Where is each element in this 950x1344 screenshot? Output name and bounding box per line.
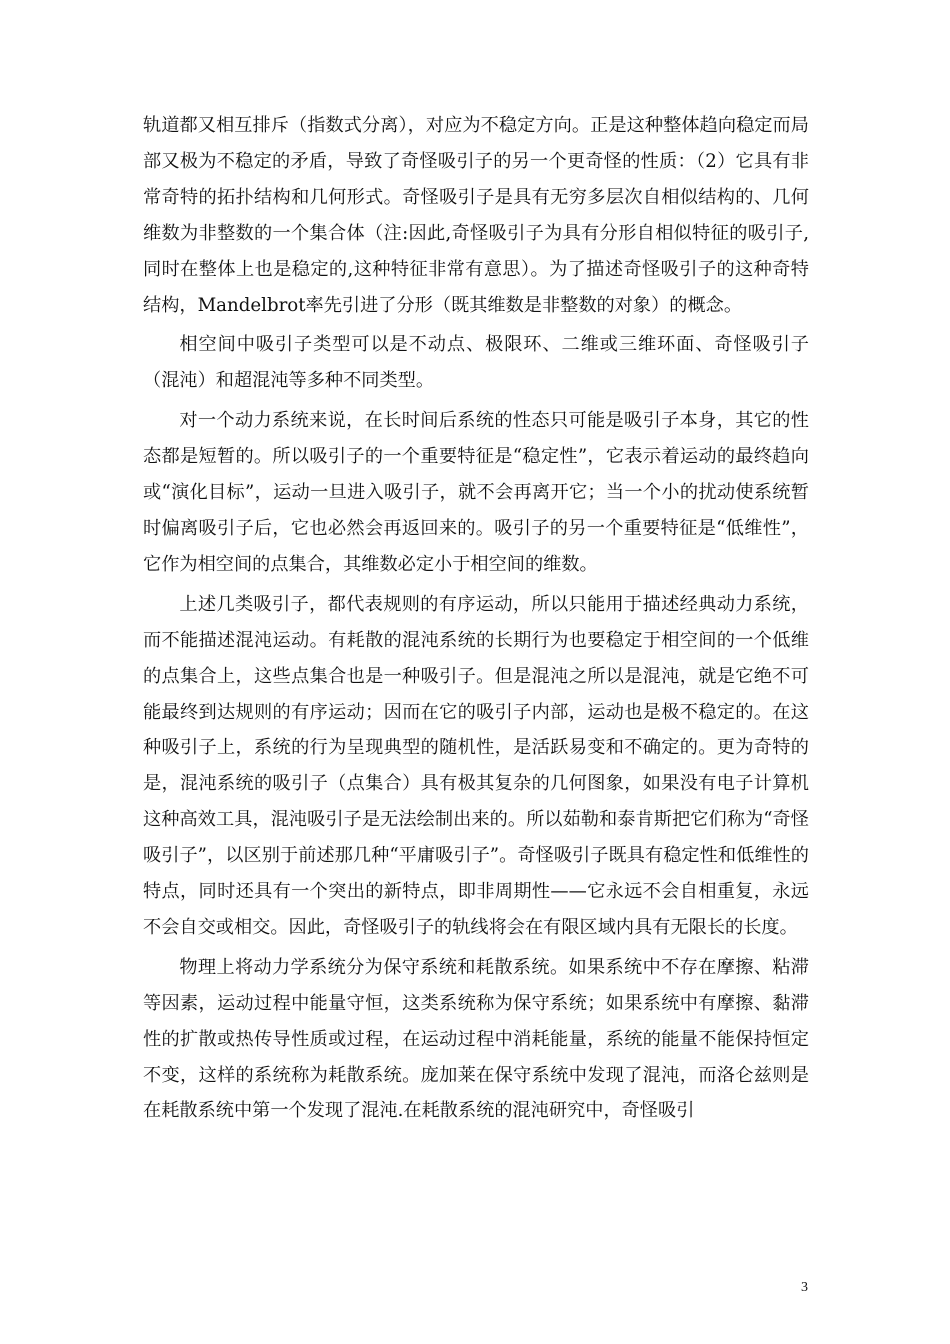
page-number: 3: [801, 1280, 808, 1295]
paragraph-2: 相空间中吸引子类型可以是不动点、极限环、二维或三维环面、奇怪吸引子（混沌）和超混沌等多种不同类型。: [143, 334, 809, 392]
body-text: [143, 108, 809, 1133]
paragraph-1: 轨道都又相互排斥（指数式分离），对应为不稳定方向。正是这种整体趋向稳定而局部又极为不稳定的矛盾，导致了奇怪吸引子的另一个更奇怪的性质：（2）它具有非常奇特的拓扑结构和几何形式。奇怪吸引子是具有无穷多层次自相似结构的、几何维数为非整数的一个集合体（注:因此,奇怪吸引子为具有分形自相似特征的吸引子,同时在整体上也是稳定的,这种特征非常有意思）。为了描述奇怪吸引子的这种奇特结构，Mandelbrot率先引进了分形（既其维数是非整数的对象）的概念。: [143, 115, 809, 316]
paragraph-4: 上述几类吸引子，都代表规则的有序运动，所以只能用于描述经典动力系统，而不能描述混沌运动。有耗散的混沌系统的长期行为也要稳定于相空间的一个低维的点集合上，这些点集合也是一种吸引子。但是混沌之所以是混沌，就是它绝不可能最终到达规则的有序运动；因而在它的吸引子内部，运动也是极不稳定的。在这种吸引子上，系统的行为呈现典型的随机性，是活跃易变和不确定的。更为奇特的是，混沌系统的吸引子（点集合）具有极其复杂的几何图象，如果没有电子计算机这种高效工具，混沌吸引子是无法绘制出来的。所以茹勒和泰肯斯把它们称为“奇怪吸引子”，以区别于前述那几种“平庸吸引子”。奇怪吸引子既具有稳定性和低维性的特点，同时还具有一个突出的新特点，即非周期性——它永远不会自相重复，永远不会自交或相交。因此，奇怪吸引子的轨线将会在有限区域内具有无限长的长度。: [143, 593, 809, 938]
paragraph-3: 对一个动力系统来说，在长时间后系统的性态只可能是吸引子本身，其它的性态都是短暂的。所以吸引子的一个重要特征是“稳定性”，它表示着运动的最终趋向或“演化目标”，运动一旦进入吸引子，就不会再离开它；当一个小的扰动使系统暂时偏离吸引子后，它也必然会再返回来的。吸引子的另一个重要特征是“低维性”，它作为相空间的点集合，其维数必定小于相空间的维数。: [143, 410, 809, 575]
paragraph-5: 物理上将动力学系统分为保守系统和耗散系统。如果系统中不存在摩擦、粘滞等因素，运动过程中能量守恒，这类系统称为保守系统；如果系统中有摩擦、黏滞性的扩散或热传导性质或过程，在运动过程中消耗能量，系统的能量不能保持恒定不变，这样的系统称为耗散系统。庞加莱在保守系统中发现了混沌，而洛仑兹则是在耗散系统中第一个发现了混沌.在耗散系统的混沌研究中，奇怪吸引: [143, 956, 809, 1122]
